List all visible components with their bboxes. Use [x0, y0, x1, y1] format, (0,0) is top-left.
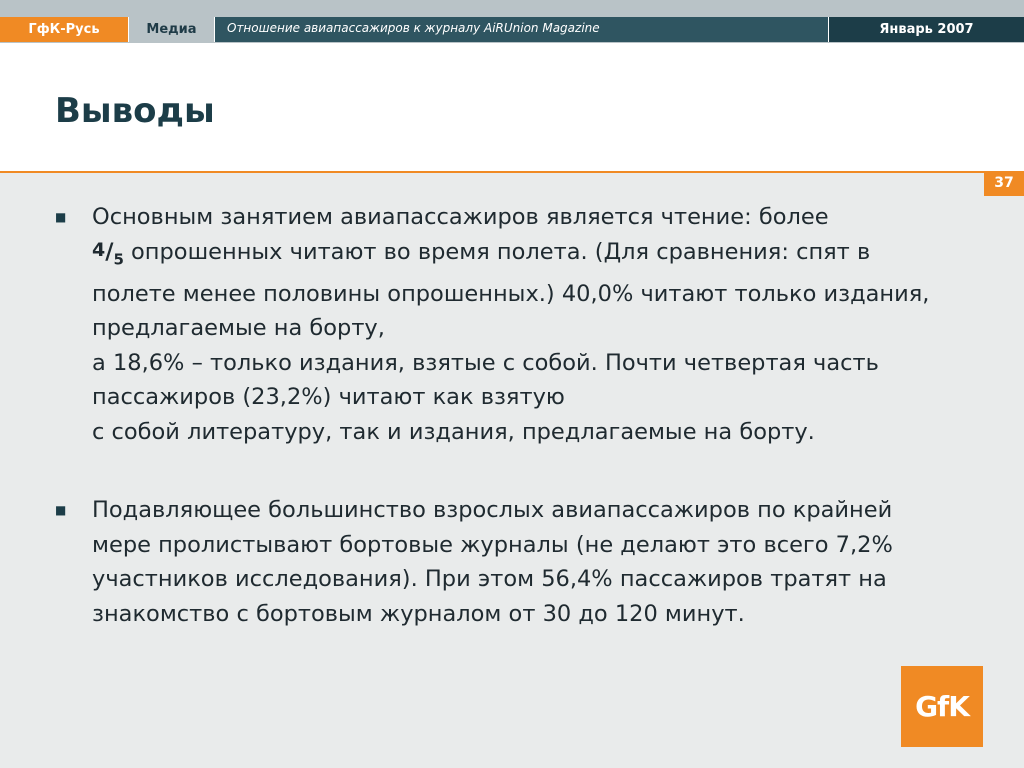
fraction-slash: /	[105, 238, 114, 265]
fraction-denominator: 5	[113, 250, 124, 268]
date-label: Январь 2007	[828, 17, 1024, 42]
bullet-square-icon: ■	[55, 210, 67, 224]
content	[55, 200, 935, 631]
bullet-text	[92, 200, 935, 449]
top-bar	[0, 0, 1024, 43]
bullet-square-icon: ■	[55, 503, 67, 517]
page-number-badge: 37	[984, 171, 1024, 196]
subject-label: Отношение авиапассажиров к журналу AiRUnion Magazine	[214, 17, 828, 42]
bullet-item	[55, 200, 935, 449]
bullet-paragraph: Подавляющее большинство взрослых авиапассажиров по крайней мере пролистывают бортовые журналы (не делают это всего 7,2% участников исследования). При этом 56,4% пассажиров тратят на знакомство с бортовым журналом от 30 до 120 минут.	[92, 497, 893, 627]
page-title: Выводы	[55, 91, 215, 131]
gfk-logo: GfK	[901, 666, 983, 747]
bullet-text-rest: опрошенных читают во время полета. (Для сравнения: спят в полете менее половины опрошенных.) 40,0% читают только издания, предлагаемые на борту,	[92, 238, 930, 341]
bullet-text	[92, 493, 935, 631]
bullet-paragraph: а 18,6% – только издания, взятые с собой. Почти четвертая часть пассажиров (23,2%) читают как взятую	[92, 349, 879, 410]
fraction-numerator: 4	[92, 238, 106, 261]
bullet-text-start: Основным занятием авиапассажиров является чтение: более	[92, 204, 829, 230]
header-area	[0, 43, 1024, 173]
section-label: Медиа	[128, 17, 214, 42]
brand-label: ГфК-Русь	[0, 17, 128, 42]
bullet-item	[55, 493, 935, 631]
bullet-paragraph	[92, 200, 935, 346]
bullet-paragraph: с собой литературу, так и издания, предлагаемые на борту.	[92, 418, 815, 445]
